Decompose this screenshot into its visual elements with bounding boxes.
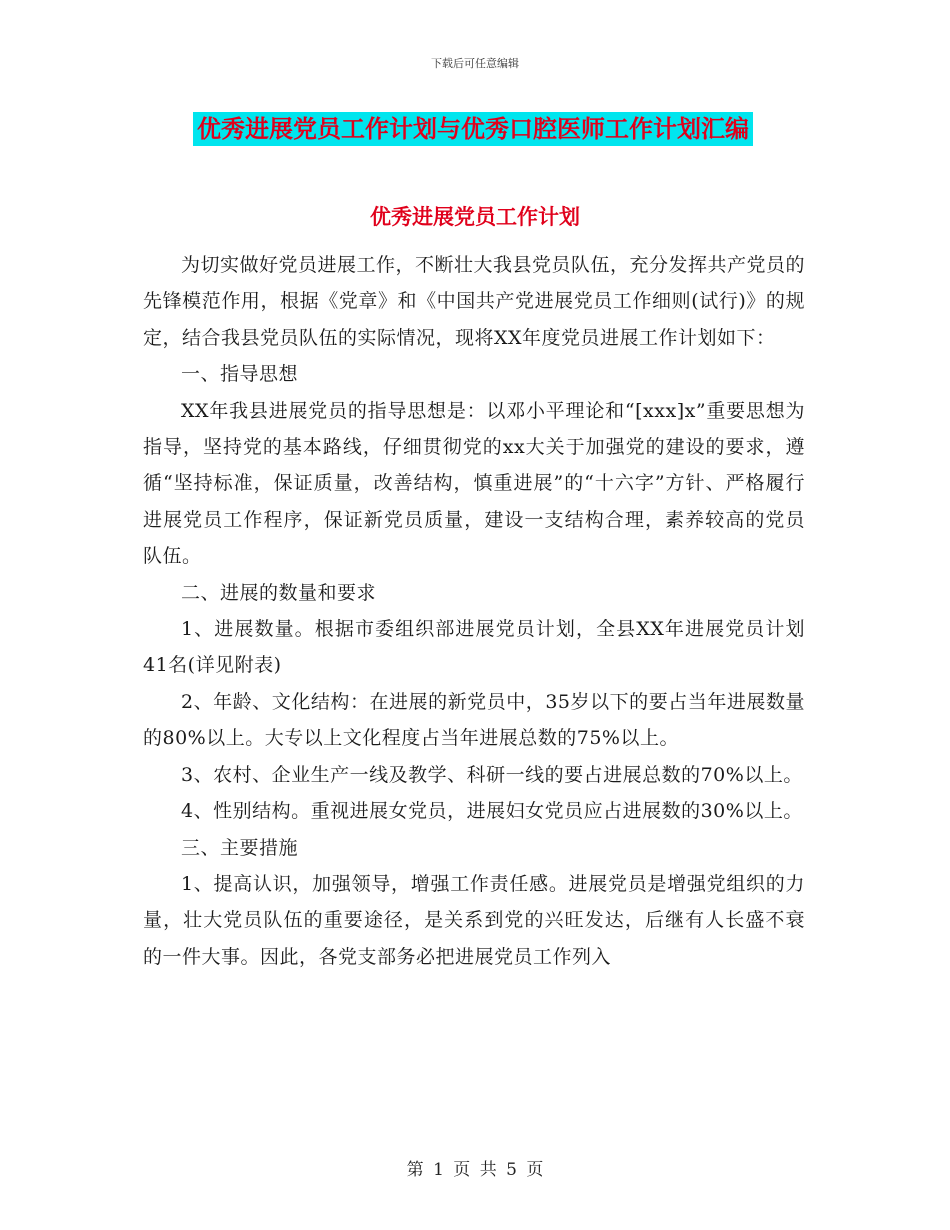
heading-quantity-requirements: 二、进展的数量和要求 (181, 581, 377, 604)
heading-main-measures: 三、主要措施 (181, 836, 299, 859)
document-title-highlight (193, 112, 753, 146)
document-body (143, 247, 805, 975)
paragraph-measure-1: 1、提高认识，加强领导，增强工作责任感。进展党员是增强党组织的力量，壮大党员队伍的重要途径，是关系到党的兴旺发达，后继有人长盛不衰的一件大事。因此，各党支部务必把进展党员工作列入 (143, 872, 805, 968)
paragraph-guiding-ideology: XX年我县进展党员的指导思想是：以邓小平理论和“[xxx]x”重要思想为指导，坚持党的基本路线，仔细贯彻党的xx大关于加强党的建设的要求，遵循“坚持标准，保证质量，改善结构，慎重进展”的“十六字”方针、严格履行进展党员工作程序，保证新党员质量，建设一支结构合理，素养较高的党员队伍。 (143, 399, 805, 568)
paragraph-intro: 为切实做好党员进展工作，不断壮大我县党员队伍，充分发挥共产党员的先锋模范作用，根据《党章》和《中国共产党进展党员工作细则(试行)》的规定，结合我县党员队伍的实际情况，现将XX年度党员进展工作计划如下： (143, 254, 806, 349)
paragraph-age-education: 2、年龄、文化结构：在进展的新党员中，35岁以下的要占当年进展数量的80%以上。大专以上文化程度占当年进展总数的75%以上。 (143, 690, 805, 750)
paragraph-frontline: 3、农村、企业生产一线及教学、科研一线的要占进展总数的70%以上。 (181, 763, 803, 786)
document-title: 优秀进展党员工作计划与优秀口腔医师工作计划汇编 (197, 115, 749, 143)
paragraph-gender: 4、性别结构。重视进展女党员，进展妇女党员应占进展数的30%以上。 (181, 800, 803, 823)
section-title: 优秀进展党员工作计划 (370, 205, 580, 229)
paragraph-quantity: 1、进展数量。根据市委组织部进展党员计划，全县XX年进展党员计划41名(详见附表) (143, 618, 805, 677)
heading-guiding-ideology: 一、指导思想 (181, 363, 299, 386)
header-note: 下载后可任意编辑 (431, 57, 519, 70)
page-number: 第 1 页 共 5 页 (406, 1160, 544, 1180)
